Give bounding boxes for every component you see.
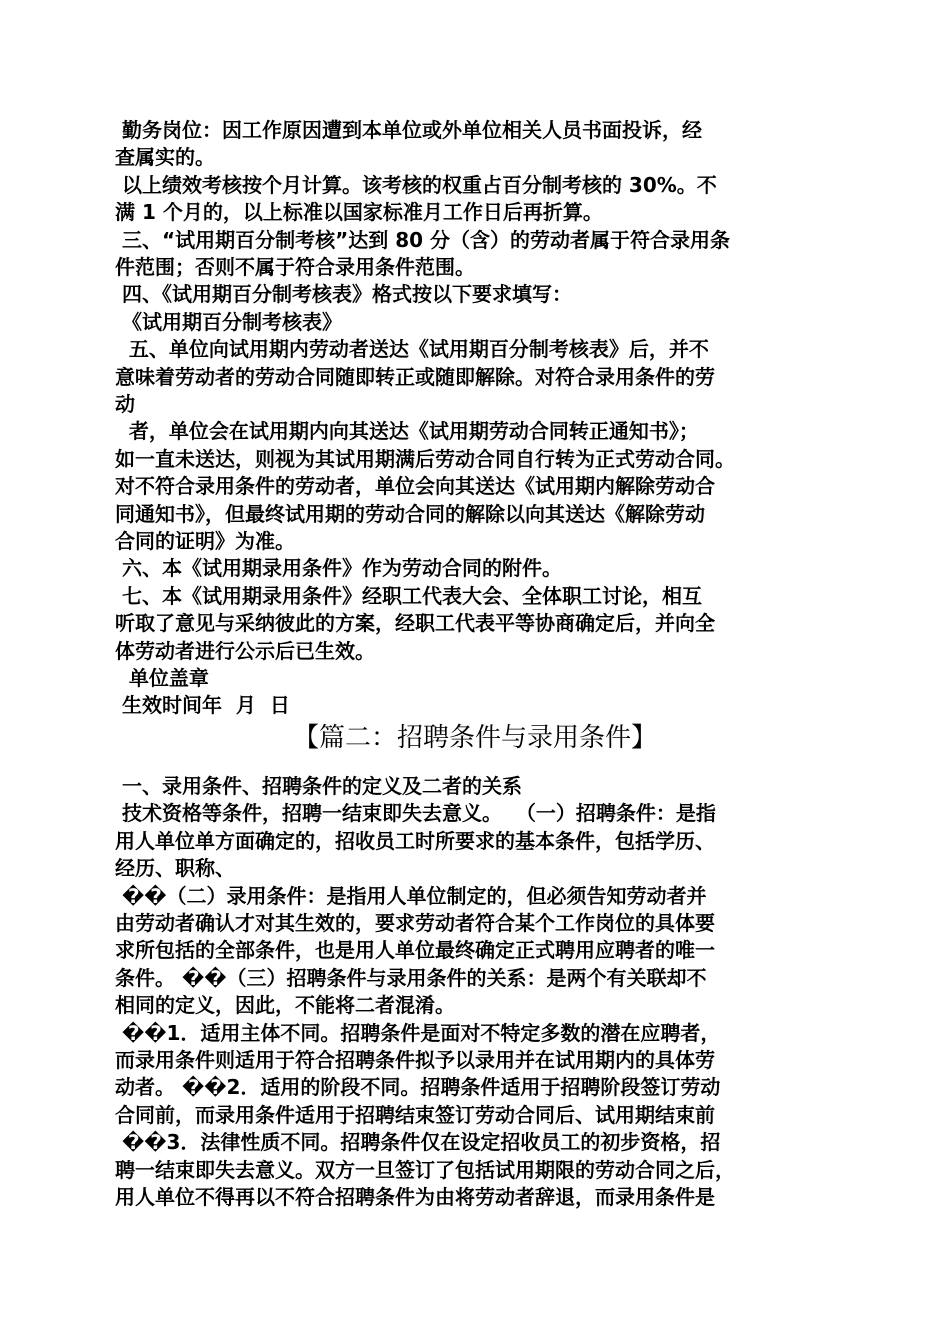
text-line: 对不符合录用条件的劳动者，单位会向其送达《试用期内解除劳动合 xyxy=(115,474,715,499)
text-line: ��（二）录用条件：是指用人单位制定的，但必须告知劳动者并 xyxy=(115,883,707,908)
text-line: 由劳动者确认才对其生效的，要求劳动者符合某个工作岗位的具体要 xyxy=(115,911,715,935)
text-line: 技术资格等条件，招聘一结束即失去意义。 （一）招聘条件：是指 xyxy=(115,801,716,826)
text-line: 合同的证明》为准。 xyxy=(115,529,295,553)
text-line: 以上绩效考核按个月计算。该考核的权重占百分制考核的 30%。不 xyxy=(115,172,717,197)
text-line: 七、本《试用期录用条件》经职工代表大会、全体职工讨论，相互 xyxy=(115,583,702,608)
text-line: 而录用条件则适用于符合招聘条件拟予以录用并在试用期内的具体劳 xyxy=(115,1048,715,1072)
text-line: 用人单位不得再以不符合招聘条件为由将劳动者辞退，而录用条件是 xyxy=(115,1185,715,1209)
text-line: 动者。 ��2．适用的阶段不同。招聘条件适用于招聘阶段签订劳动 xyxy=(115,1075,721,1100)
text-line: 体劳动者进行公示后已生效。 xyxy=(115,638,375,663)
text-line: 用人单位单方面确定的，招收员工时所要求的基本条件，包括学历、 xyxy=(115,828,715,853)
text-line: 勤务岗位：因工作原因遭到本单位或外单位相关人员书面投诉，经 xyxy=(115,118,702,142)
text-line: 满 1 个月的，以上标准以国家标准月工作日后再折算。 xyxy=(115,200,603,225)
text-line: 五、单位向试用期内劳动者送达《试用期百分制考核表》后，并不 xyxy=(115,337,709,362)
text-line: 经历、职称、 xyxy=(115,856,235,881)
text-line: 者，单位会在试用期内向其送达《试用期劳动合同转正通知书》； xyxy=(115,419,699,444)
text-line: 一、录用条件、招聘条件的定义及二者的关系 xyxy=(115,774,522,798)
text-line: ��3．法律性质不同。招聘条件仅在设定招收员工的初步资格，招 xyxy=(115,1130,721,1155)
text-line: 生效时间年 月 日 xyxy=(115,693,290,718)
text-line: 四、《试用期百分制考核表》格式按以下要求填写： xyxy=(115,282,572,307)
text-line: 查属实的。 xyxy=(115,145,215,170)
text-line: 六、本《试用期录用条件》作为劳动合同的附件。 xyxy=(115,556,562,581)
text-line: 相同的定义，因此，不能将二者混淆。 xyxy=(115,993,455,1018)
text-line: 动 xyxy=(115,392,135,416)
text-line: 条件。 ��（三）招聘条件与录用条件的关系：是两个有关联却不 xyxy=(115,965,707,990)
text-line: 听取了意见与采纳彼此的方案，经职工代表平等协商确定后，并向全 xyxy=(115,611,715,636)
section-heading: 【篇二：招聘条件与录用条件】 xyxy=(292,723,657,753)
text-line: 《试用期百分制考核表》 xyxy=(115,309,342,334)
text-line: 合同前，而录用条件适用于招聘结束签订劳动合同后、试用期结束前 xyxy=(115,1102,715,1127)
text-line: 聘一结束即失去意义。双方一旦签订了包括试用期限的劳动合同之后， xyxy=(115,1157,735,1182)
text-line: 求所包括的全部条件，也是用人单位最终确定正式聘用应聘者的唯一 xyxy=(115,938,715,963)
text-line: 同通知书》，但最终试用期的劳动合同的解除以向其送达《解除劳动 xyxy=(115,501,705,526)
text-line: 三、“试用期百分制考核”达到 80 分（含）的劳动者属于符合录用条 xyxy=(115,227,731,252)
text-line: 如一直未送达，则视为其试用期满后劳动合同自行转为正式劳动合同。 xyxy=(115,446,735,471)
text-line: ��1．适用主体不同。招聘条件是面对不特定多数的潜在应聘者， xyxy=(115,1020,721,1045)
text-line: 单位盖章 xyxy=(115,666,209,690)
text-line: 件范围；否则不属于符合录用条件范围。 xyxy=(115,255,475,279)
text-line: 意味着劳动者的劳动合同随即转正或随即解除。对符合录用条件的劳 xyxy=(115,364,715,389)
